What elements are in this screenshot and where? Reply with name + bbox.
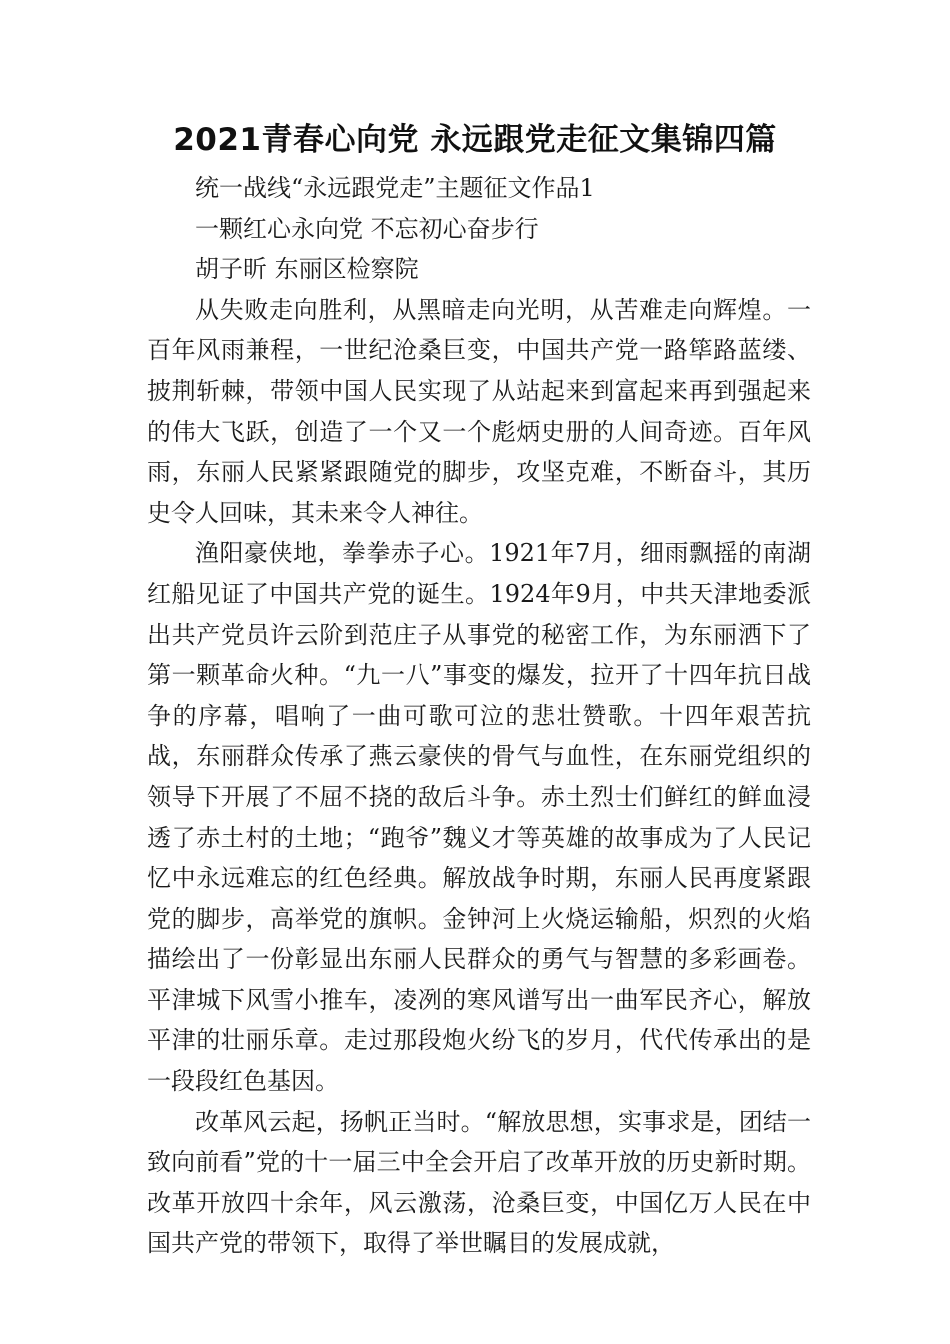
essay-title: 一颗红心永向党 不忘初心奋步行: [195, 214, 539, 243]
paragraph: 从失败走向胜利，从黑暗走向光明，从苦难走向辉煌。一百年风雨兼程，一世纪沧桑巨变，中国共产党一路筚路蓝缕、披荆斩棘，带领中国人民实现了从站起来到富起来再到强起来的伟大飞跃，创造了一个又一个彪炳史册的人间奇迹。百年风雨，东丽人民紧紧跟随党的脚步，攻坚克难，不断奋斗，其历史令人回味，其未来令人神往。: [147, 295, 811, 527]
paragraph: 改革风云起，扬帆正当时。“解放思想，实事求是，团结一致向前看”党的十一届三中全会开启了改革开放的历史新时期。改革开放四十余年，风云激荡，沧桑巨变，中国亿万人民在中国共产党的带领下，取得了举世瞩目的发展成就，: [147, 1107, 811, 1258]
paragraph: 渔阳豪侠地，拳拳赤子心。1921年7月，细雨飘摇的南湖红船见证了中国共产党的诞生。1924年9月，中共天津地委派出共产党员许云阶到范庄子从事党的秘密工作，为东丽洒下了第一颗革命火种。“九一八”事变的爆发，拉开了十四年抗日战争的序幕，唱响了一曲可歌可泣的悲壮赞歌。十四年艰苦抗战，东丽群众传承了燕云豪侠的骨气与血性，在东丽党组织的领导下开展了不屈不挠的敌后斗争。赤土烈士们鲜红的鲜血浸透了赤土村的土地；“跑爷”魏义才等英雄的故事成为了人民记忆中永远难忘的红色经典。解放战争时期，东丽人民再度紧跟党的脚步，高举党的旗帜。金钟河上火烧运输船，炽烈的火焰描绘出了一份彰显出东丽人民群众的勇气与智慧的多彩画卷。平津城下风雪小推车，凌冽的寒风谱写出一曲军民齐心，解放平津的壮丽乐章。走过那段炮火纷飞的岁月，代代传承出的是一段段红色基因。: [147, 539, 811, 1096]
subtitle-line: 统一战线“永远跟党走”主题征文作品1: [195, 174, 595, 202]
document-title: 2021青春心向党 永远跟党走征文集锦四篇: [173, 122, 777, 158]
author-line: 胡子昕 东丽区检察院: [195, 255, 419, 284]
document-body: [147, 168, 811, 1264]
